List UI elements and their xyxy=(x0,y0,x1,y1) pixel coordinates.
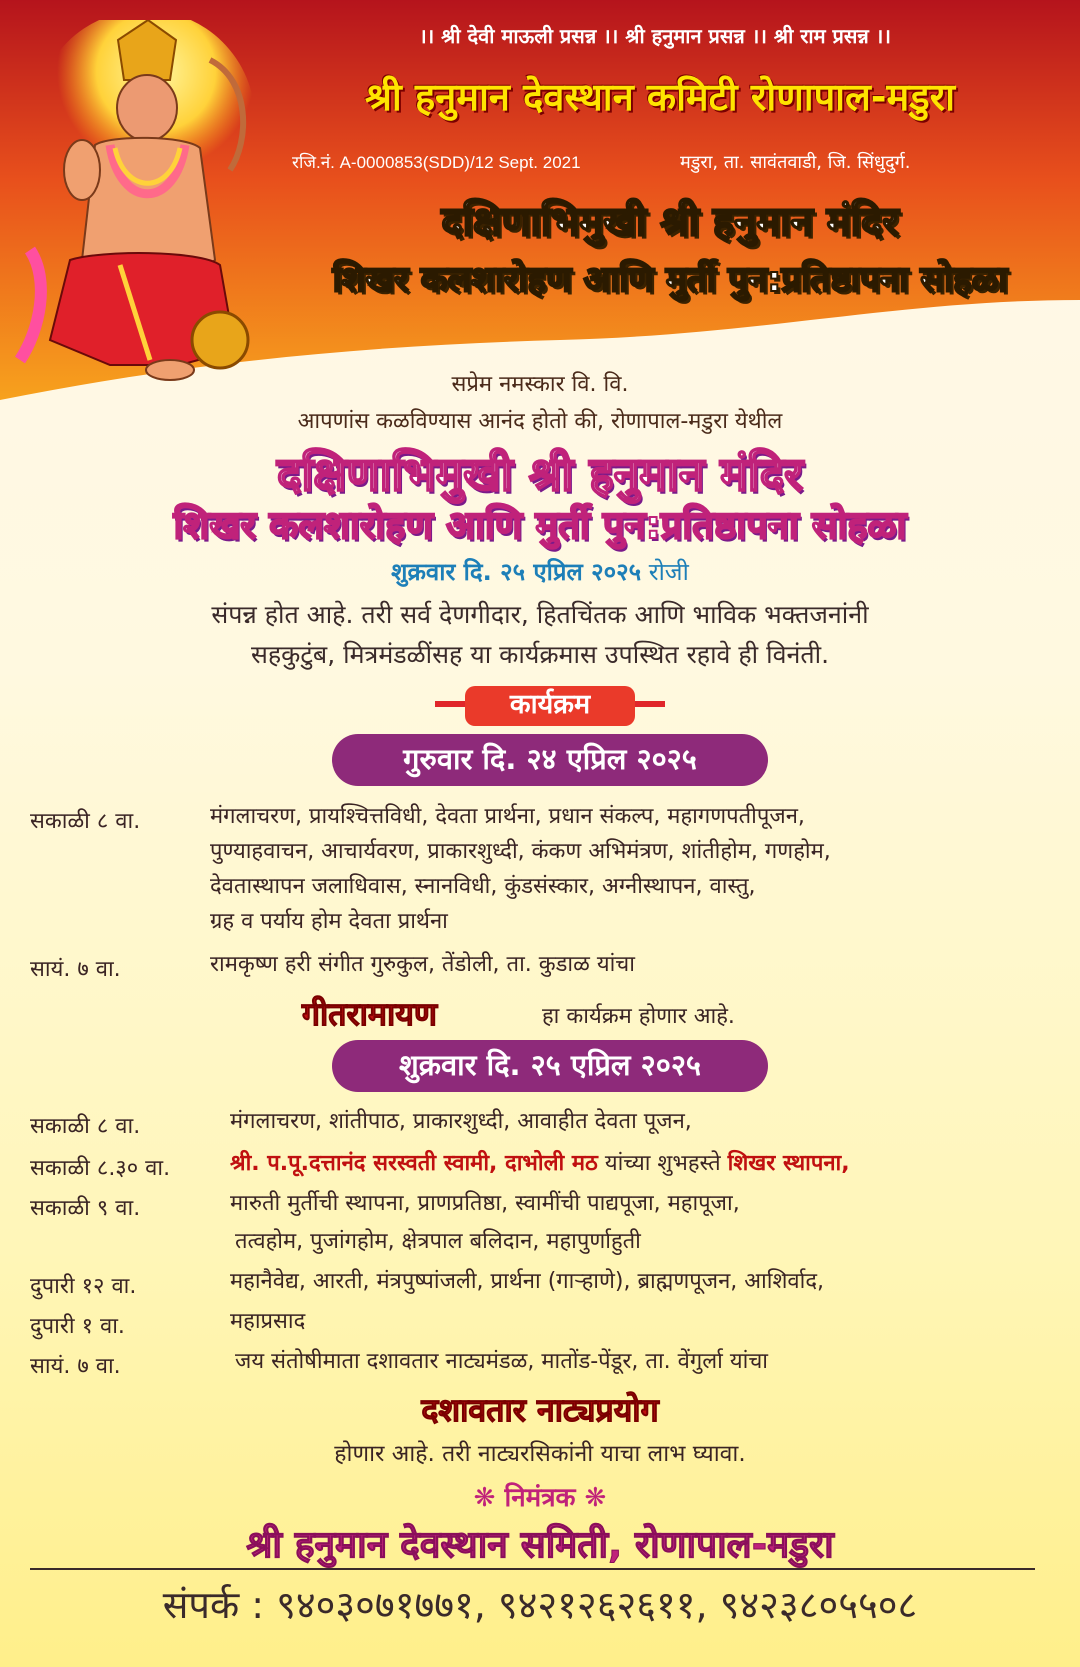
invite-text-line-1: संपन्न होत आहे. तरी सर्व देणगीदार, हितचिंतक आणि भाविक भक्तजनांनी xyxy=(211,600,869,629)
organizer-name: श्री हनुमान देवस्थान समिती, रोणापाल-मडुरा xyxy=(246,1523,834,1566)
greeting: सप्रेम नमस्कार वि. वि. xyxy=(451,372,629,397)
schedule-activity: देवतास्थापन जलाधिवास, स्नानविधी, कुंडसंस्कार, अग्नीस्थापन, वास्तु, xyxy=(210,874,756,899)
schedule-time: सकाळी ८ वा. xyxy=(30,1114,141,1139)
schedule-activity xyxy=(230,1147,850,1181)
intro-line: आपणांस कळविण्यास आनंद होतो की, रोणापाल-मडुरा येथील xyxy=(297,409,783,434)
main-title-line-1: दक्षिणाभिमुखी श्री हनुमान मंदिर xyxy=(277,447,803,501)
contact-numbers: संपर्क : ९४०३०७१७७१, ९४२१२६२६११, ९४२३८०५५०८ xyxy=(162,1583,918,1627)
schedule-activity-mid: यांच्या शुभहस्ते xyxy=(604,1151,721,1176)
schedule-time: सकाळी ८.३० वा. xyxy=(30,1156,171,1181)
event-date-suffix: रोजी xyxy=(648,558,689,586)
schedule-activity: रामकृष्ण हरी संगीत गुरुकुल, तेंडोली, ता. कुडाळ यांचा xyxy=(210,952,635,977)
schedule-time: दुपारी १२ वा. xyxy=(30,1274,137,1299)
event-date-line xyxy=(0,555,1080,588)
closing-text: होणार आहे. तरी नाट्यरसिकांनी याचा लाभ घ्यावा. xyxy=(334,1441,746,1467)
schedule-activity: पुण्याहवाचन, आचार्यवरण, प्राकारशुध्दी, कंकण अभिमंत्रण, शांतीहोम, गणहोम, xyxy=(210,839,831,864)
schedule-time: सकाळी ९ वा. xyxy=(30,1196,141,1221)
schedule-activity: महानैवेद्य, आरती, मंत्रपुष्पांजली, प्रार्थना (गाऱ्हाणे), ब्राह्मणपूजन, आशिर्वाद, xyxy=(230,1269,825,1294)
schedule-activity: ग्रह व पर्याय होम देवता प्रार्थना xyxy=(210,909,448,934)
registration-number: रजि.नं. A-0000853(SDD)/12 Sept. 2021 xyxy=(292,153,581,172)
header-title-line-2: शिखर कलशारोहण आणि मुर्ती पुन:प्रतिष्ठापना सोहळा xyxy=(332,260,1008,300)
invite-text-line-2: सहकुटुंब, मित्रमंडळींसह या कार्यक्रमास उपस्थित रहावे ही विनंती. xyxy=(250,640,830,669)
footer-divider xyxy=(30,1568,1035,1570)
schedule-time: सायं. ७ वा. xyxy=(30,957,121,982)
schedule-activity: मारुती मुर्तीची स्थापना, प्राणप्रतिष्ठा, स्वामींची पाद्यपूजा, महापूजा, xyxy=(230,1191,740,1216)
schedule-activity: मंगलाचरण, प्रायश्चित्तविधी, देवता प्रार्थना, प्रधान संकल्प, महागणपतीपूजन, xyxy=(210,804,805,829)
shikhar-sthapana: शिखर स्थापना, xyxy=(727,1151,850,1176)
day2-label: शुक्रवार दि. २५ एप्रिल २०२५ xyxy=(332,1040,768,1092)
schedule-time: सायं. ७ वा. xyxy=(30,1354,121,1379)
committee-name: श्री हनुमान देवस्थान कमिटी रोणापाल-मडुरा xyxy=(365,75,955,119)
schedule-activity: मंगलाचरण, शांतीपाठ, प्राकारशुध्दी, आवाहीत देवता पूजन, xyxy=(230,1109,692,1134)
schedule-time: दुपारी १ वा. xyxy=(30,1314,125,1339)
day1-label: गुरुवार दि. २४ एप्रिल २०२५ xyxy=(332,734,768,786)
schedule-activity: जय संतोषीमाता दशावतार नाट्यमंडळ, मातोंड-पेंडूर, ता. वेंगुर्ला यांचा xyxy=(235,1349,768,1374)
inviter-label: ❋ निमंत्रक ❋ xyxy=(473,1483,607,1513)
programme-heading: कार्यक्रम xyxy=(465,686,635,726)
swami-name: श्री. प.पू.दत्तानंद सरस्वती स्वामी, दाभोली मठ xyxy=(230,1151,598,1176)
geetramayan-tail: हा कार्यक्रम होणार आहे. xyxy=(542,1004,735,1029)
geetramayan-title: गीतरामायण xyxy=(302,995,438,1033)
event-date: शुक्रवार दि. २५ एप्रिल २०२५ xyxy=(391,558,642,586)
header-title-line-1: दक्षिणाभिमुखी श्री हनुमान मंदिर xyxy=(441,199,899,245)
dashavatar-title: दशावतार नाट्यप्रयोग xyxy=(421,1391,659,1429)
header-invocation: ।। श्री देवी माऊली प्रसन्न ।। श्री हनुमान प्रसन्न ।। श्री राम प्रसन्न ।। xyxy=(419,24,891,48)
address-line: मडुरा, ता. सावंतवाडी, जि. सिंधुदुर्ग. xyxy=(680,152,911,173)
schedule-time: सकाळी ८ वा. xyxy=(30,809,141,834)
hanuman-deity-illustration xyxy=(0,20,260,390)
schedule-activity: तत्वहोम, पुजांगहोम, क्षेत्रपाल बलिदान, महापुर्णाहुती xyxy=(235,1229,641,1254)
schedule-activity: महाप्रसाद xyxy=(230,1309,306,1334)
main-title-line-2: शिखर कलशारोहण आणि मुर्ती पुन:प्रतिष्ठापना सोहळा xyxy=(173,503,907,547)
